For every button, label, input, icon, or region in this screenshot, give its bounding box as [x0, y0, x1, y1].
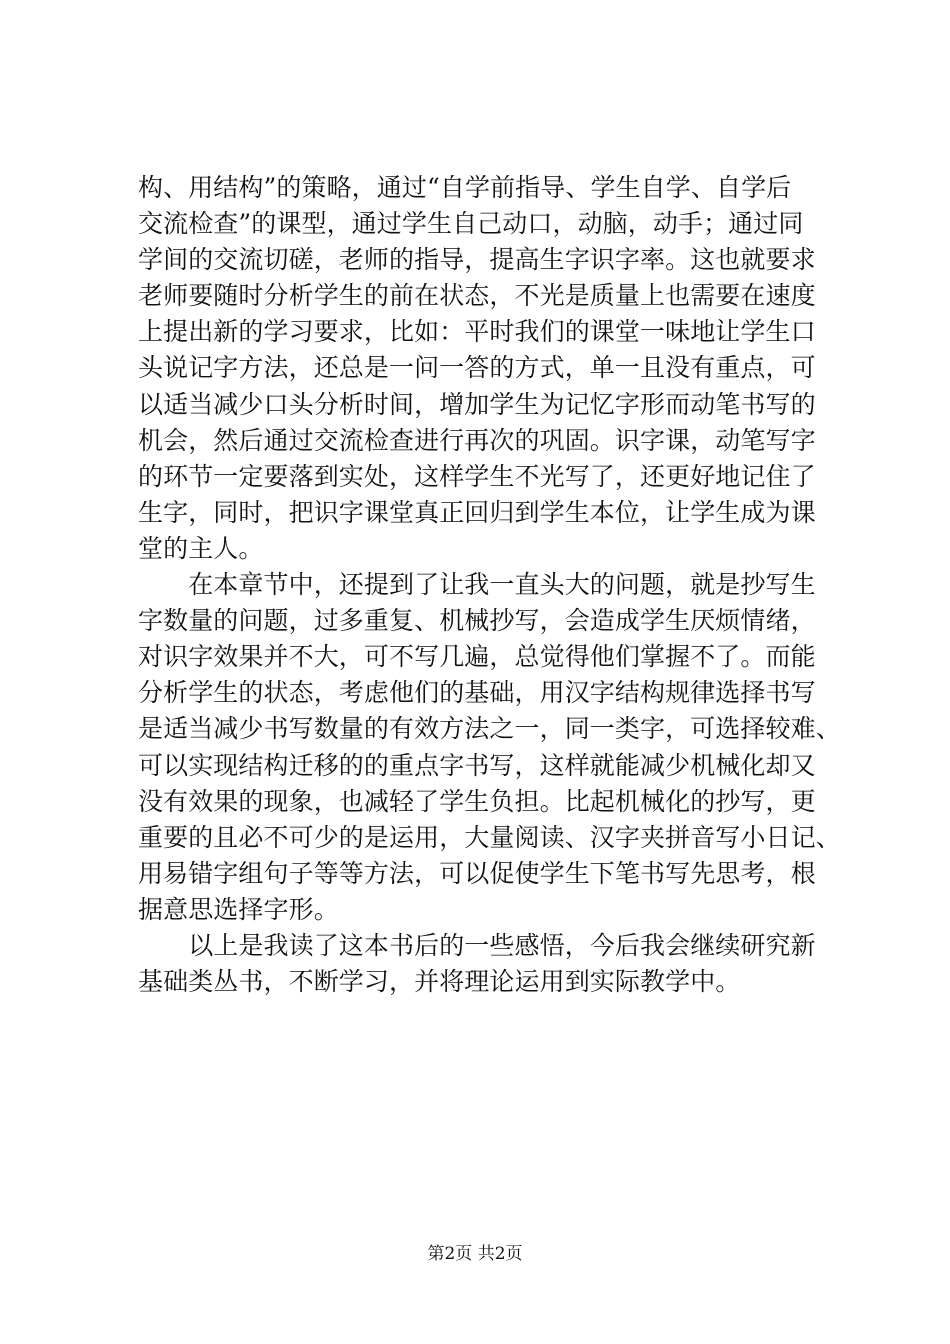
text-line: 的环节一定要落到实处，这样学生不光写了，还更好地记住了	[138, 461, 816, 491]
text-line: 用易错字组句子等等方法，可以促使学生下笔书写先思考，根	[138, 858, 816, 888]
text-line: 基础类丛书，不断学习，并将理论运用到实际教学中。	[138, 967, 741, 997]
text-line: 可以实现结构迁移的的重点字书写，这样就能减少机械化却又	[138, 750, 816, 780]
text-line: 机会，然后通过交流检查进行再次的巩固。识字课，动笔写字	[138, 425, 816, 455]
text-line: 分析学生的状态，考虑他们的基础，用汉字结构规律选择书写	[138, 678, 816, 708]
text-line: 没有效果的现象，也减轻了学生负担。比起机械化的抄写，更	[138, 786, 816, 816]
text-line: 构、用结构”的策略，通过“自学前指导、学生自学、自学后	[138, 173, 792, 202]
text-line: 堂的主人。	[138, 533, 264, 563]
text-line: 字数量的问题，过多重复、机械抄写，会造成学生厌烦情绪，	[138, 606, 816, 636]
text-line: 生字，同时，把识字课堂真正回归到学生本位，让学生成为课	[138, 497, 816, 527]
text-line: 在本章节中，还提到了让我一直头大的问题，就是抄写生	[138, 570, 816, 600]
text-line: 对识字效果并不大，可不写几遍，总觉得他们掌握不了。而能	[138, 642, 816, 672]
text-line: 以适当减少口头分析时间，增加学生为记忆字形而动笔书写的	[138, 389, 816, 419]
text-line: 交流检查”的课型，通过学生自己动口，动脑，动手；通过同	[138, 209, 804, 239]
body-text	[138, 170, 841, 1000]
page-footer: 第2页 共2页	[427, 1244, 523, 1264]
text-line: 据意思选择字形。	[138, 894, 339, 924]
text-line: 是适当减少书写数量的有效方法之一，同一类字，可选择较难、	[138, 714, 841, 744]
text-line: 头说记字方法，还总是一问一答的方式，单一且没有重点，可	[138, 353, 816, 383]
text-line: 以上是我读了这本书后的一些感悟，今后我会继续研究新	[138, 930, 816, 960]
text-line: 上提出新的学习要求，比如：平时我们的课堂一味地让学生口	[138, 317, 816, 347]
text-line: 重要的且必不可少的是运用，大量阅读、汉字夹拼音写小日记、	[138, 822, 841, 852]
text-line: 老师要随时分析学生的前在状态，不光是质量上也需要在速度	[138, 281, 816, 311]
text-line: 学间的交流切磋，老师的指导，提高生字识字率。这也就要求	[138, 245, 816, 275]
